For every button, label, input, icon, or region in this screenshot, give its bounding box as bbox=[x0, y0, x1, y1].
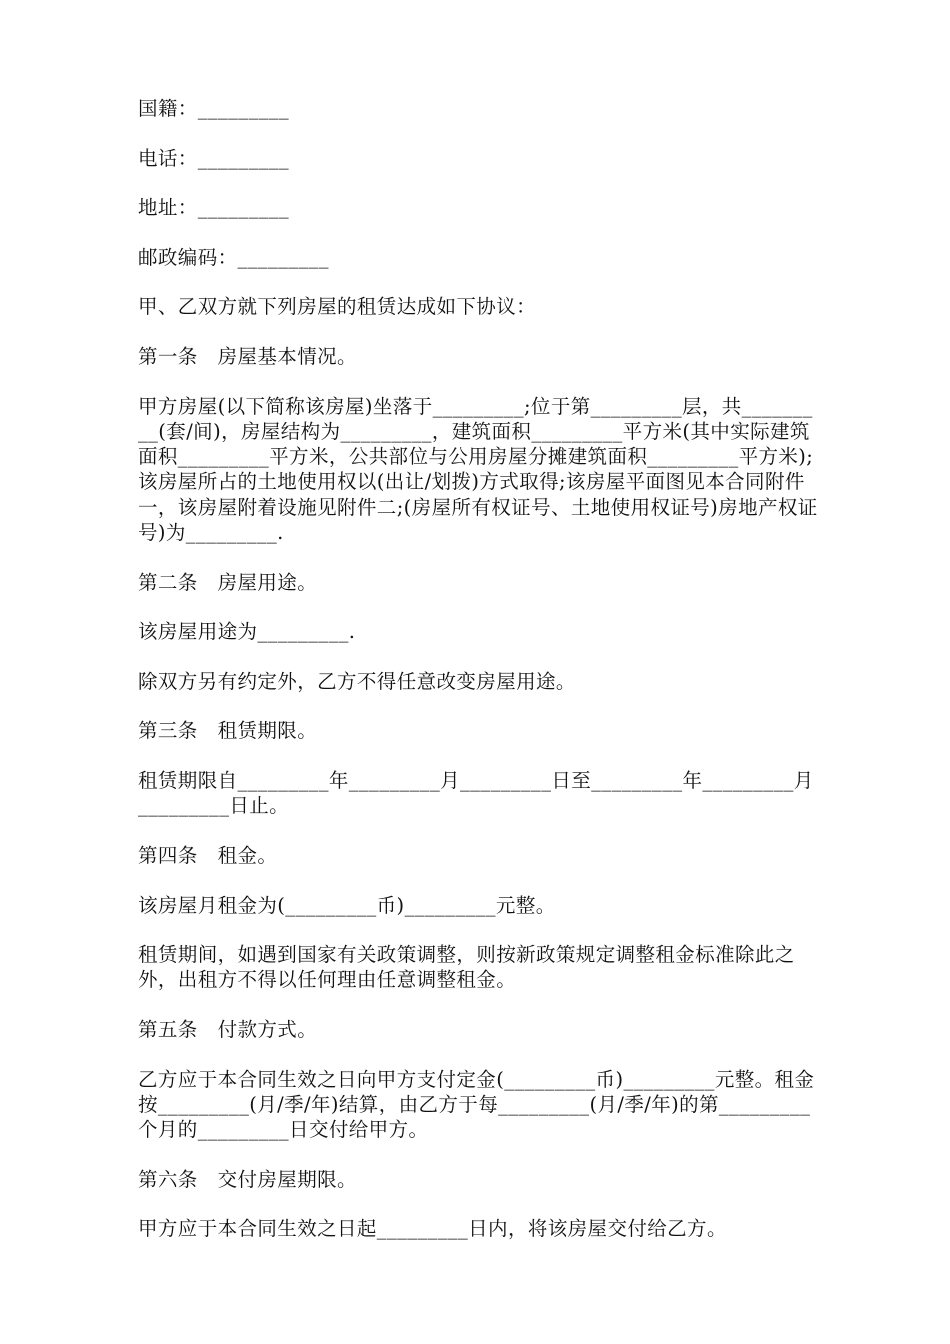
postal-code-field: 邮政编码：_________ bbox=[138, 245, 329, 269]
article-5-title: 第五条 付款方式。 bbox=[138, 1017, 318, 1041]
article-5-body: 乙方应于本合同生效之日向甲方支付定金(_________币)_________元整。租金按_________(月/季/年)结算，由乙方于每_________(月/季/年)的第_________个月的_________日交付给甲方。 bbox=[138, 1067, 815, 1142]
agreement-intro: 甲、乙双方就下列房屋的租赁达成如下协议： bbox=[138, 295, 537, 319]
article-3-title: 第三条 租赁期限。 bbox=[138, 719, 318, 743]
article-6-body: 甲方应于本合同生效之日起_________日内，将该房屋交付给乙方。 bbox=[138, 1217, 727, 1241]
phone-field: 电话：_________ bbox=[138, 146, 290, 170]
article-4-note: 租赁期间，如遇到国家有关政策调整，则按新政策规定调整租金标准除此之外，出租方不得以任何理由任意调整租金。 bbox=[138, 943, 795, 992]
article-1-body: 甲方房屋(以下简称该房屋)坐落于_________;位于第_________层，共_________(套/间)，房屋结构为_________，建筑面积_________平方米(其中实际建筑面积_________平方米，公共部位与公用房屋分摊建筑面积_________平方米);该房屋所占的土地使用权以(出让/划拨)方式取得;该房屋平面图见本合同附件一，该房屋附着设施见附件二;(房屋所有权证号、土地使用权证号)房地产权证号)为_________. bbox=[138, 394, 818, 545]
article-2-note: 除双方另有约定外，乙方不得任意改变房屋用途。 bbox=[138, 669, 576, 693]
article-4-body: 该房屋月租金为(_________币)_________元整。 bbox=[138, 893, 556, 917]
address-field: 地址：_________ bbox=[138, 196, 290, 220]
article-1-title: 第一条 房屋基本情况。 bbox=[138, 344, 357, 368]
nationality-field: 国籍：_________ bbox=[138, 97, 290, 120]
contract-document bbox=[138, 96, 818, 1266]
article-2-title: 第二条 房屋用途。 bbox=[138, 570, 318, 594]
article-3-body: 租赁期限自_________年_________月_________日至_________年_________月_________日止。 bbox=[138, 769, 814, 818]
article-4-title: 第四条 租金。 bbox=[138, 843, 278, 867]
article-6-title: 第六条 交付房屋期限。 bbox=[138, 1167, 357, 1191]
article-2-body: 该房屋用途为_________. bbox=[138, 620, 356, 644]
